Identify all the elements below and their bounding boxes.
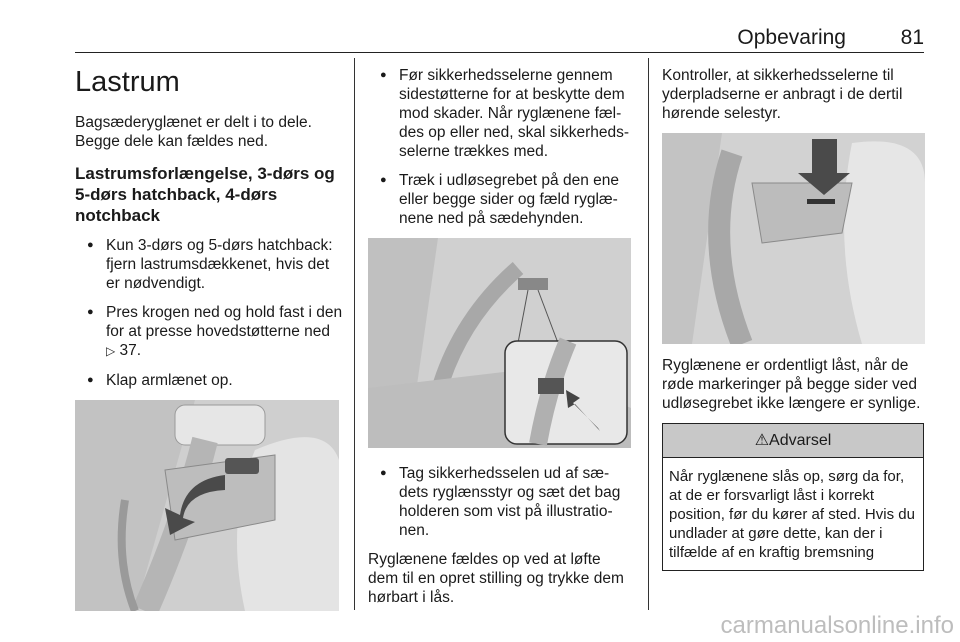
page-header (75, 22, 924, 53)
column-1 (75, 58, 343, 611)
subheading: Lastrumsforlængelse, 3-dørs og 5-dørs hatchback, 4-dørs notchback (75, 164, 335, 225)
instruction-list (368, 464, 633, 540)
section-heading: Lastrum (75, 66, 180, 98)
illustration-seat-belt-guide (368, 238, 631, 448)
instruction-list (75, 236, 343, 390)
list-item: ● Kun 3-dørs og 5-dørs hatchback: fjern lastrumsdækkenet, hvis det er nødvendigt. (75, 236, 343, 293)
watermark: carmanualsonline.info (720, 612, 954, 639)
warning-header (663, 424, 923, 458)
list-item (75, 303, 343, 361)
warning-box (662, 423, 924, 571)
intro-paragraph: Bagsæderyglænet er delt i to dele. Begge dele kan fældes ned. (75, 114, 312, 150)
warning-triangle-icon: ⚠ (754, 432, 770, 449)
triangle-reference-icon: ▷ (106, 344, 116, 358)
intro-paragraph: Kontroller, at sikkerhedsselerne til yderpladserne er anbragt i de dertil hørende selestyr. (662, 67, 903, 122)
warning-title: Advarsel (769, 432, 832, 449)
list-item: ● Før sikkerhedsselerne gennem sidestøtterne for at beskytte dem mod skader. Når ryglænene fæl-des op eller ned, skal sikkerheds-selerne trækkes med. (368, 66, 633, 161)
column-divider (648, 58, 649, 610)
column-divider (354, 58, 355, 610)
page-number: 81 (900, 26, 924, 49)
body-paragraph: Ryglænene fældes op ved at løfte dem til en opret stilling og trykke dem hørbart i lås. (368, 551, 624, 606)
column-2 (368, 66, 633, 617)
list-item-text: Pres krogen ned og hold fast i den for at presse hovedstøtterne ned (106, 304, 343, 340)
instruction-list (368, 66, 633, 228)
page-reference: 37. (119, 342, 142, 359)
list-item: ● Træk i udløsegrebet på den ene eller begge sider og fæld ryglæ-nene ned på sædehynden. (368, 171, 633, 228)
body-paragraph: Ryglænene er ordentligt låst, når de røde markeringer på begge sider ved udløsegrebet ikke længere er synlige. (662, 357, 921, 412)
list-item: ● Tag sikkerhedsselen ud af sæ-dets ryglænsstyr og sæt det bag holderen som vist på illustratio-nen. (368, 464, 633, 540)
illustration-headrest-hook (75, 400, 339, 611)
warning-text: Når ryglænene slås op, sørg da for, at de er forsvarligt låst i korrekt position, før du kører af sted. Hvis du undlader at gøre dette, kan der i tilfælde af en kraftig bremsning (669, 468, 915, 561)
section-title: Opbevaring (737, 26, 846, 49)
illustration-release-lever (662, 133, 925, 344)
column-3 (662, 66, 924, 571)
list-item: ● Klap armlænet op. (75, 371, 343, 390)
